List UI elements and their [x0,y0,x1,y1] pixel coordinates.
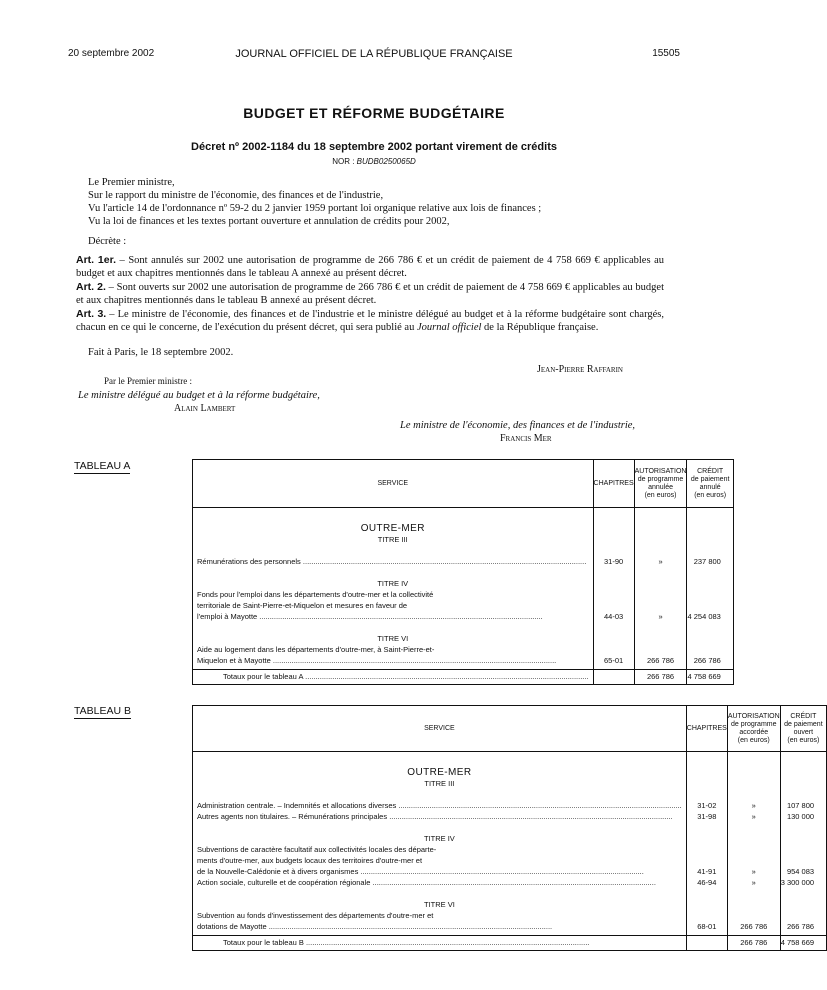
header-autorisation [634,460,687,508]
cell-service [193,756,686,767]
total-cr [780,936,826,951]
section-title: BUDGET ET RÉFORME BUDGÉTAIRE [243,105,505,121]
cell-cr: 954 083 [786,867,815,876]
cell-au [728,844,780,855]
cell-ch [687,767,727,778]
cell-au: » [751,812,756,821]
header-chapitres: CHAPITRES [593,460,634,508]
cell-cr [687,567,732,578]
cell-cr [687,534,732,545]
cell-service: de la Nouvelle-Calédonie et à divers organismes ..... [193,866,686,877]
cell-service: territoriale de Saint-Pierre-et-Miquelon et mesures en faveur de [197,601,408,610]
cell-ch: 46-94 [697,878,717,887]
cell-cr: 130 000 [786,812,815,821]
cell-au [728,789,780,800]
header-date: 20 septembre 2002 [68,48,155,59]
decrete-label: Décrète : [88,236,127,247]
cell-service: TITRE VI [423,900,455,909]
cell-service: ments d'outre-mer, aux budgets locaux des territoires d'outre-mer et [197,856,423,865]
cell-service [193,789,686,800]
table-a-label: TABLEAU A [74,460,131,472]
cell-service: OUTRE-MER [360,523,425,534]
cell-cr [687,589,732,600]
cell-ch [687,899,727,910]
cell-cr [687,545,732,556]
total-chapitres [593,670,634,685]
cell-cr: 266 786 [693,656,721,665]
article-label: Art. 1er. [76,254,117,266]
cell-service: TITRE III [377,535,408,544]
cell-ch [594,589,634,600]
header-autorisation-line: (en euros) [644,491,677,499]
total-cell: 266 786 [646,672,675,681]
cell-cr [687,622,732,633]
total-au [727,936,780,951]
header-credit-line: de paiement [690,475,730,483]
header-page-number: 15505 [652,48,680,59]
cell-ch [594,567,634,578]
cell-cr [781,778,826,789]
cell-cr [781,822,826,833]
cell-service: TITRE IV [377,579,409,588]
cell-ch: 31-90 [603,557,624,566]
preamble-line: Le Premier ministre, [88,177,175,188]
cell-cr [781,789,826,800]
cell-service [193,888,686,899]
table-a [192,459,734,685]
total-cell: Totaux pour le tableau A ..... [193,670,593,684]
header-journal-title: JOURNAL OFFICIEL DE LA RÉPUBLIQUE FRANÇAISE [235,48,513,60]
total-cell [687,936,727,950]
budget-minister-name: Alain Lambert [174,403,236,414]
total-row [193,936,827,951]
header-autorisation [727,706,780,752]
cell-cr [687,600,732,611]
column-au [727,752,780,936]
total-cell: 4 758 669 [687,672,721,681]
cell-service: TITRE III [424,779,455,788]
cell-ch [687,789,727,800]
total-cell: 4 758 669 [780,938,815,947]
header-autorisation-line: (en euros) [737,736,770,744]
cell-service: l'emploi à Mayotte ..... [193,611,593,622]
total-cell [594,670,634,684]
table-body [193,752,827,936]
par-le-premier-ministre: Par le Premier ministre : [104,376,192,386]
cell-service [193,512,593,523]
cell-cr [687,512,732,523]
column-au [634,508,687,670]
nor-label: NOR : [332,157,355,166]
cell-service: Subventions de caractère facultatif aux collectivités locales des départe- [197,845,437,854]
article-2 [76,281,664,307]
decree-title: Décret nº 2002-1184 du 18 septembre 2002 portant virement de crédits [191,141,557,153]
cell-cr: 4 254 083 [687,612,721,621]
cell-service [193,567,593,578]
header-credit-line: (en euros) [694,491,727,499]
cell-au [728,767,780,778]
cell-ch [687,833,727,844]
cell-ch [687,910,727,921]
column-cr [780,752,826,936]
cell-ch: 41-91 [697,867,717,876]
header-credit-line: (en euros) [787,736,820,744]
cell-au [728,910,780,921]
cell-au: 266 786 [740,922,768,931]
cell-au [635,578,687,589]
article-3 [76,308,664,334]
header-autorisation-line: AUTORISATION [634,467,687,475]
header-credit-line: CRÉDIT [697,467,724,475]
cell-ch [687,822,727,833]
cell-au: » [658,612,663,621]
header-credit [780,706,826,752]
header-chapitres: CHAPITRES [686,706,727,752]
cell-ch [594,534,634,545]
total-cr [687,670,733,685]
article-text-end: de la République française. [481,321,599,333]
economy-minister-role: Le ministre de l'économie, des finances et de l'industrie, [400,420,636,431]
cell-service: Action sociale, culturelle et de coopération régionale ..... [193,877,686,888]
cell-ch [594,523,634,534]
cell-au [635,567,687,578]
cell-service: Fonds pour l'emploi dans les départements d'outre-mer et la collectivité [197,590,434,599]
cell-cr: 3 300 000 [780,878,815,887]
cell-au: » [751,801,756,810]
header-service: SERVICE [193,460,594,508]
cell-service: TITRE VI [377,634,409,643]
nor-code: BUDB0250065D [356,157,416,166]
fait-a-paris: Fait à Paris, le 18 septembre 2002. [88,347,234,358]
signature-prime-minister: Jean-Pierre Raffarin [537,364,623,375]
total-chapitres [686,936,727,951]
cell-cr [781,844,826,855]
cell-ch: 65-01 [603,656,624,665]
cell-cr: 266 786 [786,922,815,931]
header-credit-line: annulé [699,483,721,491]
cell-cr [781,910,826,921]
total-row [193,670,734,685]
cell-ch [594,512,634,523]
cell-au [635,545,687,556]
total-au [634,670,687,685]
table-b-label: TABLEAU B [74,705,131,717]
cell-service: TITRE IV [423,834,455,843]
article-label: Art. 3. [76,308,107,320]
nor-reference [0,157,748,166]
cell-au [728,822,780,833]
cell-service: Subvention au fonds d'investissement des départements d'outre-mer et [197,911,434,920]
table-b [192,705,827,951]
economy-minister-name: Francis Mer [500,433,552,444]
column-cr [687,508,733,670]
cell-service: Miquelon et à Mayotte ..... [193,655,593,666]
cell-ch [594,644,634,655]
header-autorisation-line: annulée [648,483,673,491]
cell-service: Aide au logement dans les départements d'outre-mer, à Saint-Pierre-et- [197,645,435,654]
cell-ch [687,855,727,866]
article-label: Art. 2. [76,281,106,293]
preamble-line: Vu l'article 14 de l'ordonnance nº 59-2 du 2 janvier 1959 portant loi organique relative aux lois de finances ; [88,203,542,214]
cell-au [635,600,687,611]
cell-cr [781,767,826,778]
cell-au: » [751,867,756,876]
header-credit [687,460,733,508]
cell-au [728,855,780,866]
preamble-line: Vu la loi de finances et les textes portant ouverture et annulation de crédits pour 2002, [88,216,450,227]
cell-service: dotations de Mayotte ..... [193,921,686,932]
article-text: – Le ministre de l'économie, des finances et de l'industrie et le ministre délégué au budget et à la réforme budgétaire sont chargés, chacun en ce qui le concerne, de l'exécution du présent décret, qui sera publié au [76,309,664,333]
cell-cr [781,888,826,899]
cell-au [728,888,780,899]
cell-ch [594,622,634,633]
header-credit-line: de paiement [784,720,823,728]
header-autorisation-line: AUTORISATION [727,712,780,720]
cell-ch: 68-01 [697,922,717,931]
cell-ch: 31-02 [697,801,717,810]
cell-au [728,778,780,789]
article-text: – Sont ouverts sur 2002 une autorisation de programme de 266 786 € et un crédit de paiement de 4 758 669 € applicables au budget et aux chapitres mentionnés dans le tableau B annexé au présent décret. [76,282,664,306]
cell-au [728,833,780,844]
preamble-line: Sur le rapport du ministre de l'économie, des finances et de l'industrie, [88,190,384,201]
table-body [193,508,734,670]
cell-au [635,512,687,523]
cell-au [635,589,687,600]
cell-au [635,523,687,534]
cell-service [193,545,593,556]
cell-service: Administration centrale. – Indemnités et allocations diverses ..... [193,800,686,811]
cell-au [635,622,687,633]
header-autorisation-line: de programme [730,720,777,728]
column-service [193,752,687,936]
cell-cr [687,644,732,655]
cell-au [635,633,687,644]
cell-ch [687,844,727,855]
cell-au [635,534,687,545]
cell-service: OUTRE-MER [407,767,472,778]
cell-cr [687,633,732,644]
cell-service: Rémunérations des personnels ..... [193,556,593,567]
cell-cr [781,756,826,767]
cell-au [728,899,780,910]
header-service: SERVICE [193,706,687,752]
column-ch [686,752,727,936]
cell-ch [687,778,727,789]
column-ch [593,508,634,670]
total-cell: 266 786 [740,938,768,947]
cell-au [635,644,687,655]
header-autorisation-line: de programme [637,475,684,483]
cell-au [728,756,780,767]
cell-cr [781,833,826,844]
header-credit-line: ouvert [793,728,814,736]
cell-service: Autres agents non titulaires. – Rémunérations principales ..... [193,811,686,822]
column-service [193,508,594,670]
cell-cr: 107 800 [786,801,815,810]
article-1 [76,254,664,280]
cell-au: 266 786 [646,656,675,665]
cell-cr: 237 800 [693,557,721,566]
article-text: – Sont annulés sur 2002 une autorisation de programme de 266 786 € et un crédit de paiement de 4 758 669 € applicables au budget et aux chapitres mentionnés dans le tableau A annexé au présent décret. [76,255,664,279]
cell-ch: 31-98 [697,812,717,821]
total-cell: Totaux pour le tableau B ..... [193,936,686,950]
cell-cr [781,855,826,866]
cell-service [193,822,686,833]
total-service [193,936,687,951]
cell-cr [687,578,732,589]
cell-ch [594,545,634,556]
cell-ch [594,633,634,644]
cell-au: » [658,557,663,566]
cell-ch [687,888,727,899]
journal-officiel-ref: Journal officiel [416,321,482,333]
cell-ch: 44-03 [603,612,624,621]
budget-minister-role: Le ministre délégué au budget et à la réforme budgétaire, [78,390,320,401]
cell-ch [594,600,634,611]
cell-cr [687,523,732,534]
total-service [193,670,594,685]
cell-service [193,622,593,633]
cell-ch [594,578,634,589]
header-autorisation-line: accordée [739,728,769,736]
cell-ch [687,756,727,767]
header-credit-line: CRÉDIT [790,712,817,720]
cell-cr [781,899,826,910]
cell-au: » [751,878,756,887]
